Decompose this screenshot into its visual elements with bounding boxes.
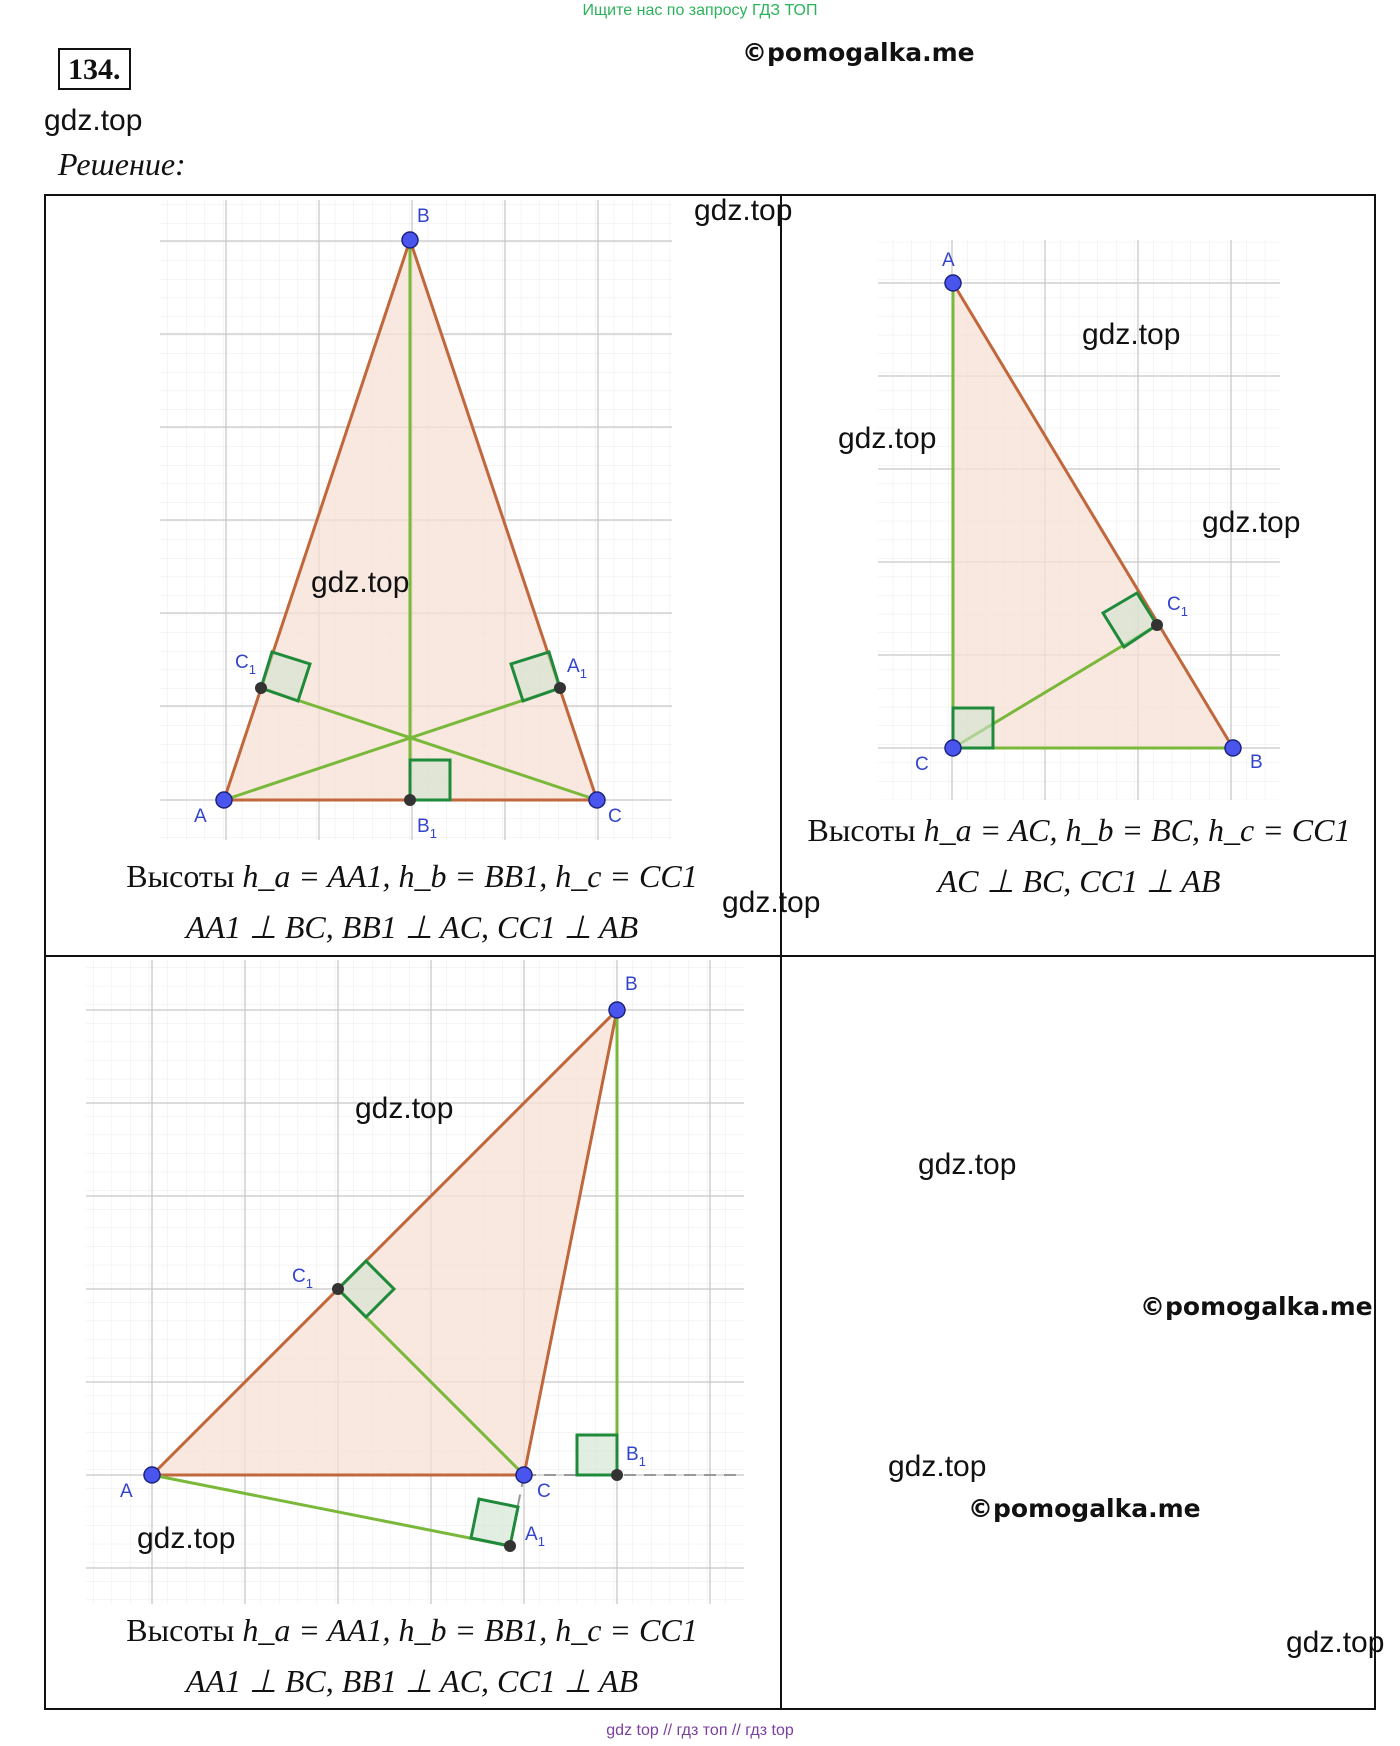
watermark-gdz: gdz.top [918, 1148, 1017, 1181]
watermark-gdz: gdz.top [137, 1522, 236, 1555]
point-a1 [504, 1540, 516, 1552]
watermark-gdz: gdz.top [44, 104, 143, 137]
label-a1: $A_1$ [525, 1524, 545, 1549]
caption-acute-line2: AA1 ⊥ BC, BB1 ⊥ AC, CC1 ⊥ AB [185, 909, 639, 945]
label-c: C [915, 754, 929, 775]
label-b: B [625, 974, 638, 995]
right-angle-a1 [471, 1499, 518, 1546]
right-angle-b1 [410, 760, 450, 800]
label-c1: $C_1$ [292, 1266, 313, 1291]
label-c1: $C_1$ [1167, 594, 1188, 619]
vertex-a [945, 275, 961, 291]
caption-right-line1: Высоты h_a = AC, h_b = BC, h_c = CC1 [807, 812, 1351, 848]
point-b1 [611, 1469, 623, 1481]
footer-links: gdz top // гдз топ // гдз top [606, 1722, 794, 1739]
solution-label: Решение: [58, 146, 186, 182]
point-a1 [554, 682, 566, 694]
point-b1 [404, 794, 416, 806]
label-a: A [942, 250, 955, 271]
watermark-gdz: gdz.top [1202, 506, 1301, 539]
label-b: B [1250, 752, 1263, 773]
watermark-gdz: gdz.top [838, 422, 937, 455]
vertex-c [589, 792, 605, 808]
vertex-c [945, 740, 961, 756]
watermark-copyright: ©pomogalka.me [1140, 1292, 1373, 1321]
right-angle-b1 [577, 1435, 617, 1475]
vertex-c [516, 1467, 532, 1483]
copyright-header: ©pomogalka.me [742, 38, 975, 67]
point-c1 [332, 1283, 344, 1295]
watermark-copyright: ©pomogalka.me [968, 1494, 1201, 1523]
vertex-a [216, 792, 232, 808]
caption-obtuse-line1: Высоты h_a = AA1, h_b = BB1, h_c = CC1 [126, 1612, 698, 1648]
point-c1 [1151, 619, 1163, 631]
watermark-gdz: gdz.top [311, 566, 410, 599]
caption-right-line2: AC ⊥ BC, CC1 ⊥ AB [937, 863, 1221, 899]
problem-number: 134. [58, 48, 131, 90]
vertex-b [609, 1002, 625, 1018]
top-banner: Ищите нас по запросу ГДЗ ТОП [582, 2, 818, 19]
label-a: A [194, 806, 207, 827]
figure-acute [160, 200, 672, 841]
watermark-gdz: gdz.top [1082, 318, 1181, 351]
vertex-b [402, 232, 418, 248]
label-b: B [417, 206, 430, 227]
label-b1: $B_1$ [626, 1444, 646, 1469]
label-b1: $B_1$ [417, 816, 437, 841]
vertex-b [1225, 740, 1241, 756]
caption-obtuse-line2: AA1 ⊥ BC, BB1 ⊥ AC, CC1 ⊥ AB [185, 1663, 639, 1699]
point-c1 [255, 682, 267, 694]
label-c: C [537, 1481, 551, 1502]
label-a: A [120, 1481, 133, 1502]
vertex-a [144, 1467, 160, 1483]
label-c1: $C_1$ [235, 652, 256, 677]
watermark-gdz: gdz.top [722, 886, 821, 919]
watermark-gdz: gdz.top [694, 194, 793, 227]
figure-obtuse [86, 960, 744, 1604]
label-a1: $A_1$ [567, 656, 587, 681]
watermark-gdz: gdz.top [888, 1450, 987, 1483]
watermark-gdz: gdz.top [355, 1092, 454, 1125]
watermark-gdz: gdz.top [1286, 1626, 1385, 1659]
label-c: C [608, 806, 622, 827]
caption-acute-line1: Высоты h_a = AA1, h_b = BB1, h_c = CC1 [126, 858, 698, 894]
